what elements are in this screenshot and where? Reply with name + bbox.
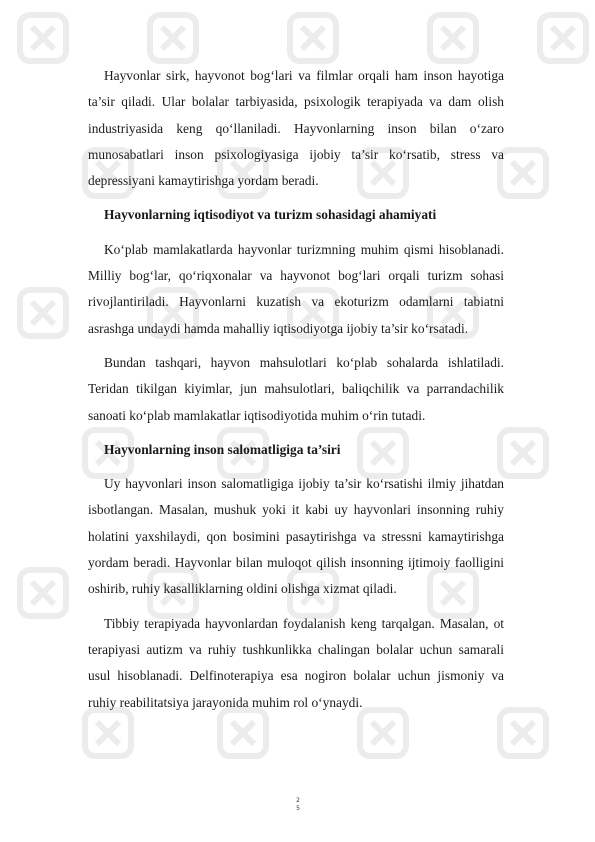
intro-paragraph: Hayvonlar sirk, hayvonot bog‘lari va filmlar orqali ham inson hayotiga ta’sir qiladi. Ular bolalar tarbiyasida, psixologik terapiyada va dam olish industriyasida keng qo‘llaniladi. Hayvonlarning inson bilan o‘zaro munosabatlari inson psixologiyasiga ijobiy ta’sir ko‘rsatib, stress va depressiyani kamaytirishga yordam beradi.	[88, 68, 504, 189]
economy-paragraph-1: Ko‘plab mamlakatlarda hayvonlar turizmning muhim qismi hisoblanadi. Milliy bog‘lar, qo‘riqxonalar va hayvonot bog‘lari orqali turizm sohasi rivojlantiriladi. Hayvonlarni kuzatish va ekoturizm odamlarni tabiatni asrashga undaydi hamda mahalliy iqtisodiyotga ijobiy ta’sir ko‘rsatadi.	[88, 241, 504, 336]
page-number	[293, 797, 303, 813]
document-body	[88, 63, 504, 724]
page-number-digit-2: 5	[296, 805, 300, 812]
page-number-digit-1: 2	[296, 797, 300, 804]
economy-paragraph-2: Bundan tashqari, hayvon mahsulotlari ko‘plab sohalarda ishlatiladi. Teridan tikilgan kiyimlar, jun mahsulotlari, baliqchilik va parrandachilik sanoati ko‘plab mamlakatlar iqtisodiyotida muhim o‘rin tutadi.	[88, 354, 504, 423]
section-heading-health: Hayvonlarning inson salomatligiga ta’siri	[104, 441, 341, 457]
health-paragraph-1: Uy hayvonlari inson salomatligiga ijobiy ta’sir ko‘rsatishi ilmiy jihatdan isbotlangan. Masalan, mushuk yoki it kabi uy hayvonlari insonning ruhiy holatini yaxshilaydi, qon bosimini pasaytirishga va stressni kamaytirishga yordam beradi. Hayvonlar bilan muloqot qilish insonning ijtimoiy faolligini oshirib, ruhiy kasalliklarning oldini olishga xizmat qiladi.	[88, 476, 504, 597]
section-heading-economy-tourism: Hayvonlarning iqtisodiyot va turizm sohasidagi ahamiyati	[104, 207, 437, 223]
health-paragraph-2: Tibbiy terapiyada hayvonlardan foydalanish keng tarqalgan. Masalan, ot terapiyasi autizm va ruhiy tushkunlikka chalingan bolalar uchun samarali usul hisoblanadi. Delfinoterapiya esa nogiron bolalar uchun jismoniy va ruhiy reabilitatsiya jarayonida muhim rol o‘ynaydi.	[88, 615, 504, 710]
